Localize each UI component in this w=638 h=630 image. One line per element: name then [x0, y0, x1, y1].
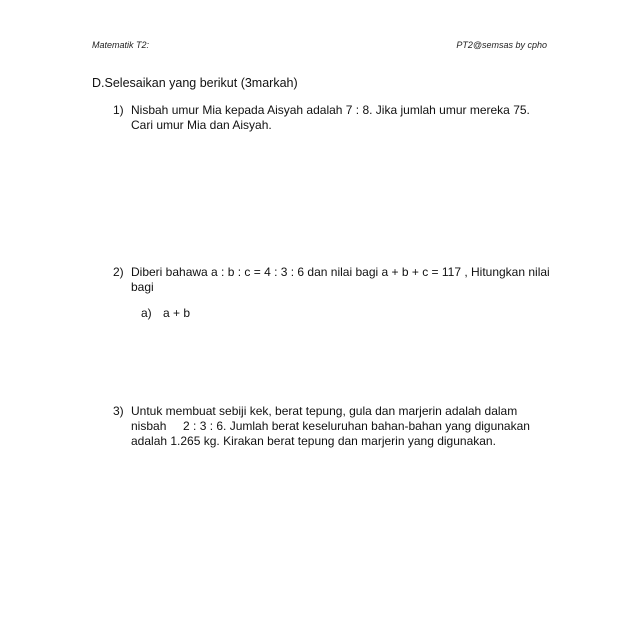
question-1	[113, 103, 553, 133]
header-subject: Matematik T2:	[92, 40, 150, 50]
question-text: Untuk membuat sebiji kek, berat tepung, gula dan marjerin adalah dalam nisbah 2 : 3 : 6. Jumlah berat keseluruhan bahan-bahan yang digunakan adalah 1.265 kg. Kirakan berat tepung dan marjerin yang digunakan.	[131, 404, 534, 448]
header-author: PT2@semsas by cpho	[456, 40, 547, 50]
question-text: Diberi bahawa a : b : c = 4 : 3 : 6 dan nilai bagi a + b + c = 117 , Hitungkan nilai bagi	[131, 265, 550, 294]
subpart-text: a + b	[163, 306, 191, 320]
section-title: D.Selesaikan yang berikut (3markah)	[92, 76, 298, 90]
question-number: 1)	[113, 103, 124, 117]
question-text: Nisbah umur Mia kepada Aisyah adalah 7 : 8. Jika jumlah umur mereka 75. Cari umur Mia dan Aisyah.	[131, 103, 530, 132]
subpart-label: a)	[141, 306, 152, 320]
question-2	[113, 265, 553, 295]
question-number: 2)	[113, 265, 124, 279]
question-number: 3)	[113, 404, 124, 418]
question-2-subpart-a	[141, 306, 190, 321]
question-3	[113, 404, 553, 449]
